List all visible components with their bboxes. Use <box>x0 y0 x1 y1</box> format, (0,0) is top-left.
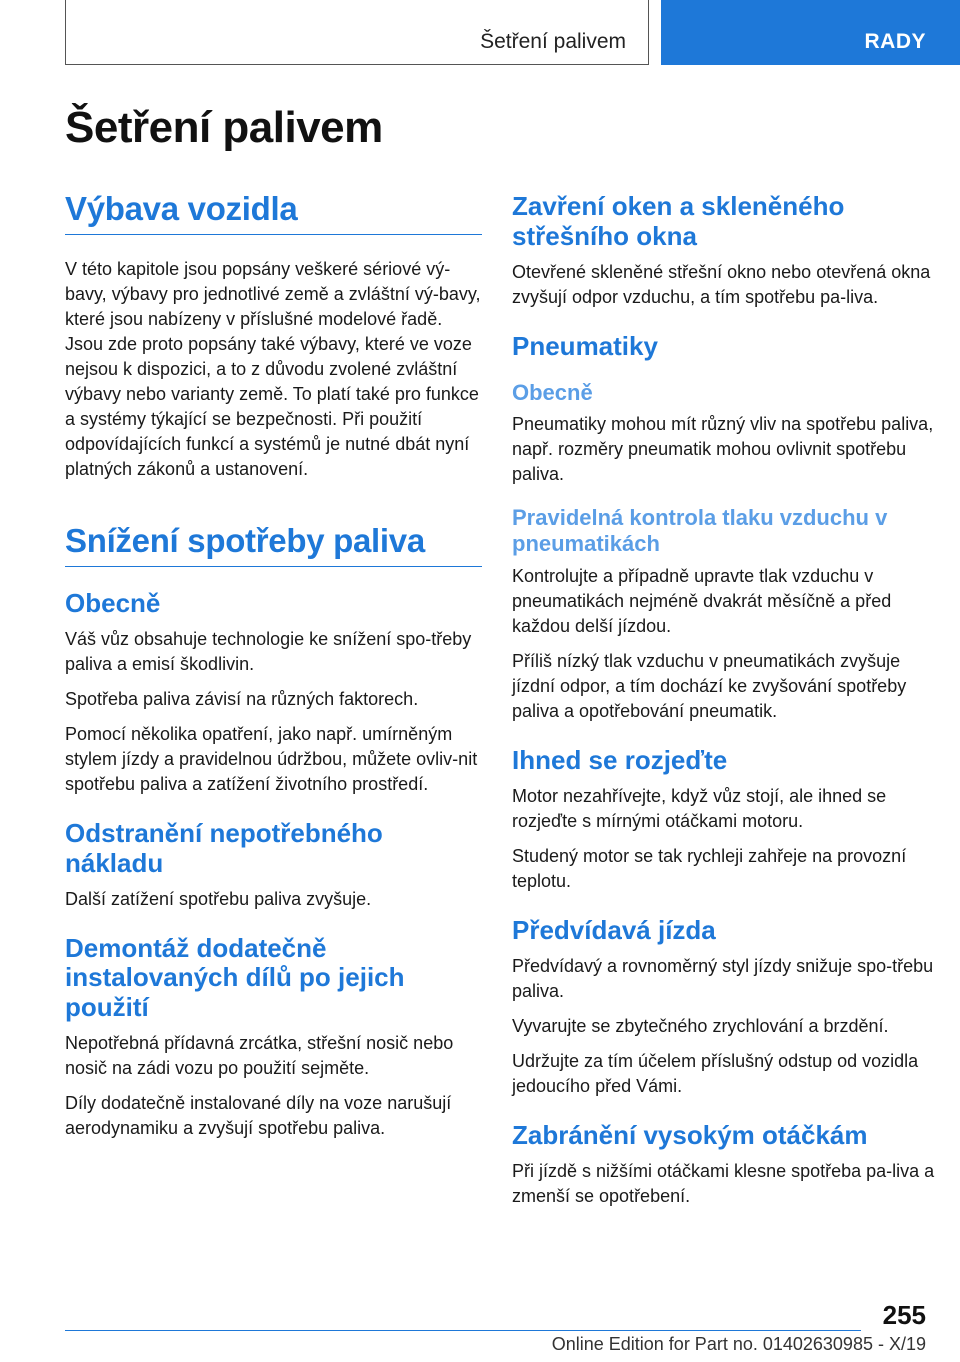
subsection-title-parts: Demontáž dodatečně instalovaných dílů po jejich použití <box>65 932 405 1023</box>
paragraph: Udržujte za tím účelem příslušný odstup od vozidla jedoucího před Vámi. <box>512 1050 919 1096</box>
left-column <box>65 190 482 1151</box>
paragraph: Váš vůz obsahuje technologie ke snížení spo-třeby paliva a emisí škodlivin. <box>65 628 472 674</box>
header-chapter-label: RADY <box>864 30 926 53</box>
subsection-title-load: Odstranění nepotřebného nákladu <box>65 817 383 878</box>
header-section-tab <box>65 0 649 65</box>
footer-divider <box>65 1330 861 1331</box>
header-section-title: Šetření palivem <box>480 30 626 53</box>
footer-edition: Online Edition for Part no. 01402630985 - X/19 <box>551 1334 926 1354</box>
paragraph: Při jízdě s nižšími otáčkami klesne spotřeba pa-liva a zmenší se opotřebení. <box>512 1160 935 1206</box>
paragraph: Pomocí několika opatření, jako např. umírněným stylem jízdy a pravidelnou údržbou, můžete ovliv-nit spotřebu paliva a zatížení životního prostředí. <box>65 723 478 794</box>
paragraph: Spotřeba paliva závisí na různých faktorech. <box>65 688 419 709</box>
paragraph: Studený motor se tak rychleji zahřeje na provozní teplotu. <box>512 845 907 891</box>
paragraph: Nepotřebná přídavná zrcátka, střešní nosič nebo nosič na zádi vozu po použití sejměte. <box>65 1033 454 1079</box>
subsection-title-windows: Zavření oken a skleněného střešního okna <box>512 191 845 251</box>
page-number: 255 <box>882 1300 926 1330</box>
section-title-fuel-reduction: Snížení spotřeby paliva <box>65 522 482 567</box>
subsection-title-tyres: Pneumatiky <box>512 330 658 361</box>
paragraph: Vyvarujte se zbytečného zrychlování a brzdění. <box>512 1015 889 1036</box>
subsubsection-title-tyres-general: Obecně <box>512 379 593 405</box>
paragraph: V této kapitole jsou popsány veškeré sériové vý-bavy, výbavy pro jednotlivé země a zvláštní vý-bavy, které jsou nabízeny v příslušné modelové řadě. Jsou zde proto popsány také výbavy, které ve voze nejsou k dispozici, a to z důvodu zvolené zvláštní výbavy nebo varianty země. To platí také pro funkce a systémy týkající se bezpečnosti. Při použití odpovídajících funkcí a systémů je nutné dbát nyní platných zákonů a ustanovení. <box>65 258 481 479</box>
subsection-title-rpm: Zabránění vysokým otáčkám <box>512 1119 868 1150</box>
paragraph: Kontrolujte a případně upravte tlak vzduchu v pneumatikách nejméně dvakrát měsíčně a před každou delší jízdou. <box>512 565 892 636</box>
paragraph: Pneumatiky mohou mít různý vliv na spotřebu paliva, např. rozměry pneumatik mohou ovlivnit spotřebu paliva. <box>512 414 934 485</box>
page-title: Šetření palivem <box>65 103 383 152</box>
right-column <box>512 192 937 1219</box>
header-chapter-tab[interactable] <box>661 0 960 65</box>
subsection-title-anticipatory: Předvídavá jízda <box>512 914 716 945</box>
paragraph: Motor nezahřívejte, když vůz stojí, ale ihned se rozjeďte s mírnými otáčkami motoru. <box>512 785 887 831</box>
subsection-title-general: Obecně <box>65 587 161 618</box>
section-title-equipment: Výbava vozidla <box>65 190 482 235</box>
paragraph: Další zatížení spotřebu paliva zvyšuje. <box>65 888 372 909</box>
subsection-title-start: Ihned se rozjeďte <box>512 744 728 775</box>
paragraph: Otevřené skleněné střešní okno nebo otevřená okna zvyšují odpor vzduchu, a tím spotřebu pa-liva. <box>512 261 931 307</box>
subsubsection-title-pressure: Pravidelná kontrola tlaku vzduchu v pneumatikách <box>512 505 888 557</box>
paragraph: Díly dodatečně instalované díly na voze narušují aerodynamiku a zvyšují spotřebu paliva. <box>65 1093 452 1139</box>
paragraph: Příliš nízký tlak vzduchu v pneumatikách zvyšuje jízdní odpor, a tím dochází ke zvyšování spotřeby paliva a opotřebování pneumatik. <box>512 650 907 721</box>
paragraph: Předvídavý a rovnoměrný styl jízdy snižuje spo-třebu paliva. <box>512 955 934 1001</box>
